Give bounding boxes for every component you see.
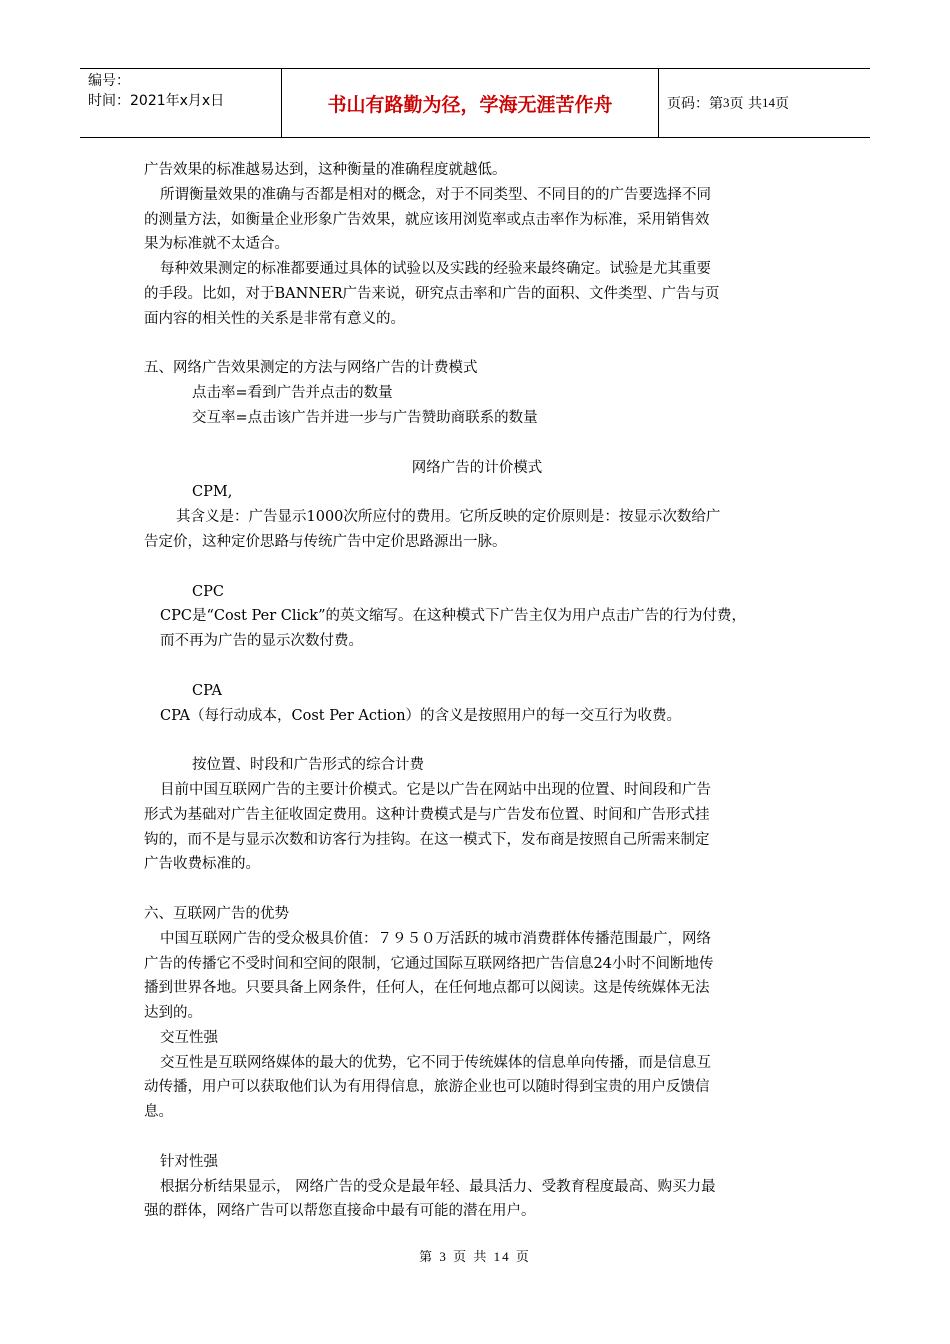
paragraph-line: 告定价，这种定价思路与传统广告中定价思路源出一脉。 [144, 533, 507, 550]
paragraph-line: 交互性是互联网络媒体的最大的优势，它不同于传统媒体的信息单向传播，而是信息互 [160, 1054, 711, 1071]
formula-line: 点击率=看到广告并点击的数量 [192, 385, 393, 402]
paragraph-line: 广告的传播它不受时间和空间的限制，它通过国际互联网络把广告信息24小时不间断地传 [144, 955, 714, 972]
paragraph-line: 强的群体，网络广告可以帮您直接命中最有可能的潜在用户。 [144, 1203, 536, 1220]
page-label-post: 页 [774, 96, 789, 112]
paragraph-line: 广告效果的标准越易达到，这种衡量的准确程度就越低。 [144, 162, 507, 178]
paragraph-line: 目前中国互联网广告的主要计价模式。它是以广告在网站中出现的位置、时间段和广告 [160, 781, 711, 798]
term-heading: 按位置、时段和广告形式的综合计费 [192, 757, 424, 774]
term-heading: CPM, [192, 484, 233, 501]
formula-line: 交互率=点击该广告并进一步与广告赞助商联系的数量 [192, 409, 538, 426]
header-motto: 书山有路勤为径，学海无涯苦作舟 [282, 69, 659, 137]
paragraph-line: 其含义是：广告显示1000次所应付的费用。它所反映的定价原则是：按显示次数给广 [176, 509, 721, 526]
term-heading: 交互性强 [160, 1029, 218, 1046]
paragraph-line: 播到世界各地。只要具备上网条件，任何人，在任何地点都可以阅读。这是传统媒体无法 [144, 980, 710, 997]
term-heading: CPC [192, 583, 224, 600]
header-page-number [659, 69, 870, 137]
section-heading: 五、网络广告效果测定的方法与网络广告的计费模式 [144, 360, 478, 377]
paragraph-line: 形式为基础对广告主征收固定费用。这种计费模式是与广告发布位置、时间和广告形式挂 [144, 806, 710, 823]
paragraph-line: 面内容的相关性的关系是非常有意义的。 [144, 310, 405, 327]
paragraph-line: 所谓衡量效果的准确与否都是相对的概念，对于不同类型、不同目的的广告要选择不同 [160, 186, 711, 203]
page-header [80, 68, 870, 138]
term-heading: CPA [192, 682, 222, 699]
term-heading: 针对性强 [160, 1153, 218, 1170]
paragraph-line: 每种效果测定的标准都要通过具体的试验以及实践的经验来最终确定。试验是尤其重要 [160, 261, 711, 278]
paragraph-line: 而不再为广告的显示次数付费。 [160, 633, 363, 650]
paragraph-line: CPC是“Cost Per Click”的英文缩写。在这种模式下广告主仅为用户点击广告的行为付费， [160, 608, 746, 625]
page-label-mid: 页 共 [729, 96, 762, 112]
page-label-pre: 页码：第 [667, 96, 723, 112]
paragraph-line: 动传播，用户可以获取他们认为有用得信息，旅游企业也可以随时得到宝贵的用户反馈信 [144, 1079, 710, 1096]
code-label: 编号： [88, 73, 130, 89]
paragraph-line: 根据分析结果显示， 网络广告的受众是最年轻、最具活力、受教育程度最高、购买力最 [160, 1178, 716, 1195]
page-total: 14 [761, 95, 775, 110]
paragraph-line: 的测量方法，如衡量企业形象广告效果，就应该用浏览率或点击率作为标准，采用销售效 [144, 211, 710, 228]
time-label: 时间：2021年x月x日 [88, 93, 225, 109]
paragraph-line: 达到的。 [144, 1005, 202, 1022]
paragraph-line: CPA（每行动成本，Cost Per Action）的含义是按照用户的每一交互行为收费。 [160, 707, 682, 724]
section-heading: 六、互联网广告的优势 [144, 905, 289, 922]
document-body [144, 158, 810, 1224]
paragraph-line: 果为标准就不太适合。 [144, 236, 289, 253]
paragraph-line: 钩的，而不是与显示次数和访客行为挂钩。在这一模式下，发布商是按照自己所需来制定 [144, 831, 710, 848]
paragraph-line: 息。 [144, 1104, 173, 1121]
page-current: 3 [723, 95, 730, 110]
paragraph-line: 广告收费标准的。 [144, 856, 260, 873]
page-footer: 第 3 页 共 14 页 [419, 1249, 531, 1264]
header-meta-cell [80, 69, 282, 137]
subsection-title: 网络广告的计价模式 [411, 459, 543, 476]
paragraph-line: 中国互联网广告的受众极具价值：７９５０万活跃的城市消费群体传播范围最广，网络 [160, 930, 711, 947]
paragraph-line: 的手段。比如，对于BANNER广告来说，研究点击率和广告的面积、文件类型、广告与页 [144, 285, 720, 302]
